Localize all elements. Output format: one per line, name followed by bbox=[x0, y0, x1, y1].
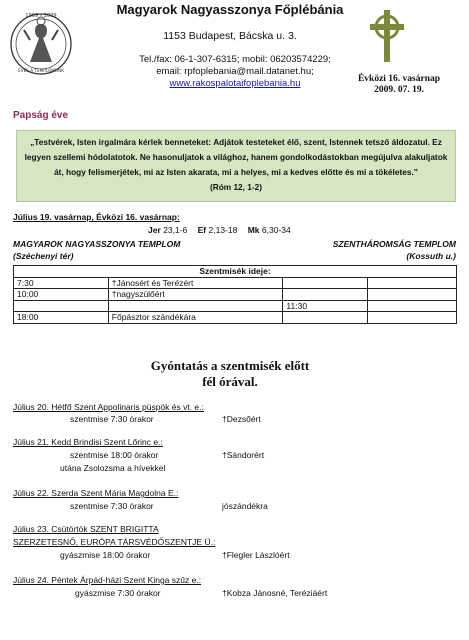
day-intention: jószándékra bbox=[222, 501, 268, 511]
logo-year-text: 1909 – 2009 bbox=[25, 13, 57, 19]
mass-time-second: 11:30 bbox=[283, 300, 368, 312]
church-right-name: SZENTHÁROMSÁG TEMPLOM bbox=[332, 239, 456, 249]
day-heading: Július 21. Kedd Brindisi Szent Lőrinc e.: bbox=[13, 437, 163, 447]
table-row bbox=[14, 266, 457, 278]
mass-time: 10:00 bbox=[14, 289, 109, 301]
day-intention: †Kobza Jánosné, Teréziáért bbox=[222, 588, 328, 598]
sunday-name: Évközi 16. vasárnap bbox=[357, 74, 441, 84]
confession-title bbox=[60, 358, 400, 390]
table-row bbox=[14, 300, 457, 312]
table-row bbox=[14, 289, 457, 301]
reading-ref-1: 23,1-6 bbox=[163, 225, 188, 235]
day-mass: gyászmise 7:30 órakor bbox=[75, 588, 161, 598]
schedule-header: Szentmisék ideje: bbox=[14, 266, 457, 278]
empty-cell bbox=[368, 312, 457, 324]
email-line: email: rpfoplebania@mail.datanet.hu; bbox=[156, 66, 314, 77]
mass-time-second bbox=[283, 277, 368, 289]
mass-intention: †nagyszülőért bbox=[108, 289, 283, 301]
church-left-name: MAGYAROK NAGYASSZONYA TEMPLOM bbox=[13, 239, 181, 249]
confession-title-line2: fél órával. bbox=[202, 374, 258, 389]
mass-intention bbox=[108, 300, 283, 312]
celtic-cross-icon bbox=[366, 8, 408, 64]
contact-block bbox=[110, 54, 360, 90]
sunday-info bbox=[334, 74, 464, 96]
day-mass: szentmise 18:00 órakor bbox=[70, 450, 159, 460]
reading-book-1: Jer bbox=[148, 225, 161, 235]
empty-cell bbox=[368, 300, 457, 312]
day-intention: †Dezsőért bbox=[222, 414, 261, 424]
church-right-location: (Kossuth u.) bbox=[406, 251, 456, 261]
parish-name: Magyarok Nagyasszonya Főplébánia bbox=[116, 2, 344, 17]
empty-cell bbox=[368, 289, 457, 301]
table-row bbox=[14, 277, 457, 289]
church-left-location: (Széchenyi tér) bbox=[13, 251, 74, 261]
empty-cell bbox=[368, 277, 457, 289]
reading-book-2: Ef bbox=[197, 225, 207, 235]
sunday-date: 2009. 07. 19. bbox=[374, 85, 424, 95]
quote-block bbox=[22, 135, 450, 195]
mass-time: 18:00 bbox=[14, 312, 109, 324]
day-heading: Július 23. Csütörtök SZENT BRIGITTA bbox=[13, 524, 159, 534]
day-heading: Július 24. Péntek Árpád-házi Szent Kinga szűz e.: bbox=[13, 575, 202, 585]
mass-schedule-table bbox=[13, 265, 457, 324]
day-extra: utána Zsolozsma a hívekkel bbox=[60, 463, 166, 473]
church-left bbox=[13, 238, 180, 262]
logo-motto-text: ÉVES A TEMPLOMUNK bbox=[18, 68, 64, 73]
quote-text: „Testvérek, Isten irgalmára kérlek benneteket: Adjátok testeteket élő, szent, Istennek tetsző áldozatul. Ez legyen szellemi hódolatotok. Ne hasonuljatok a világhoz, hanem gondolkodástokban megújulva alakuljatok át, hogy felismerjétek, mi az Isten akarata, mi a helyes, mi a kedves előtte és mi a tökéletes.” bbox=[24, 137, 448, 177]
parish-address: 1153 Budapest, Bácska u. 3. bbox=[163, 30, 297, 42]
mass-time-second bbox=[283, 289, 368, 301]
day-mass: gyászmise 18:00 órakor bbox=[60, 550, 151, 560]
mass-intention: Főpásztor szándékára bbox=[108, 312, 283, 324]
quote-ref: (Róm 12, 1-2) bbox=[209, 182, 263, 192]
reading-ref-2: 2,13-18 bbox=[208, 225, 238, 235]
day-heading: Július 22. Szerda Szent Mária Magdolna E.: bbox=[13, 488, 179, 498]
mass-time: 7:30 bbox=[14, 277, 109, 289]
church-right bbox=[300, 238, 456, 262]
table-row bbox=[14, 312, 457, 324]
website-link[interactable]: www.rakospalotaifoplebania.hu bbox=[169, 78, 301, 89]
day-intention: †Sándorért bbox=[222, 450, 265, 460]
confession-title-line1: Gyóntatás a szentmisék előtt bbox=[150, 358, 310, 373]
day-mass: szentmise 7:30 órakor bbox=[70, 414, 154, 424]
day-heading-continued: SZERZETESNŐ, EURÓPA TÁRSVÉDŐSZENTJE Ü.: bbox=[13, 537, 216, 547]
readings bbox=[140, 225, 291, 235]
reading-book-3: Mk bbox=[247, 225, 260, 235]
phone-line: Tel./fax: 06-1-307-6315; mobil: 06203574229; bbox=[139, 54, 331, 65]
day-mass: szentmise 7:30 órakor bbox=[70, 501, 154, 511]
day-heading: Július 20. Hétfő Szent Appolinaris püspök és vt. e.: bbox=[13, 402, 204, 412]
mass-time bbox=[14, 300, 109, 312]
parish-logo bbox=[8, 4, 74, 98]
liturgy-date-line: Július 19. vasárnap, Évközi 16. vasárnap: bbox=[13, 212, 180, 222]
mass-intention: †Jánosért és Terézért bbox=[108, 277, 283, 289]
reading-ref-3: 6,30-34 bbox=[261, 225, 291, 235]
papsag-label: Papság éve bbox=[13, 110, 69, 121]
day-intention: †Flegler Lászlóért bbox=[222, 550, 290, 560]
mass-time-second bbox=[283, 312, 368, 324]
